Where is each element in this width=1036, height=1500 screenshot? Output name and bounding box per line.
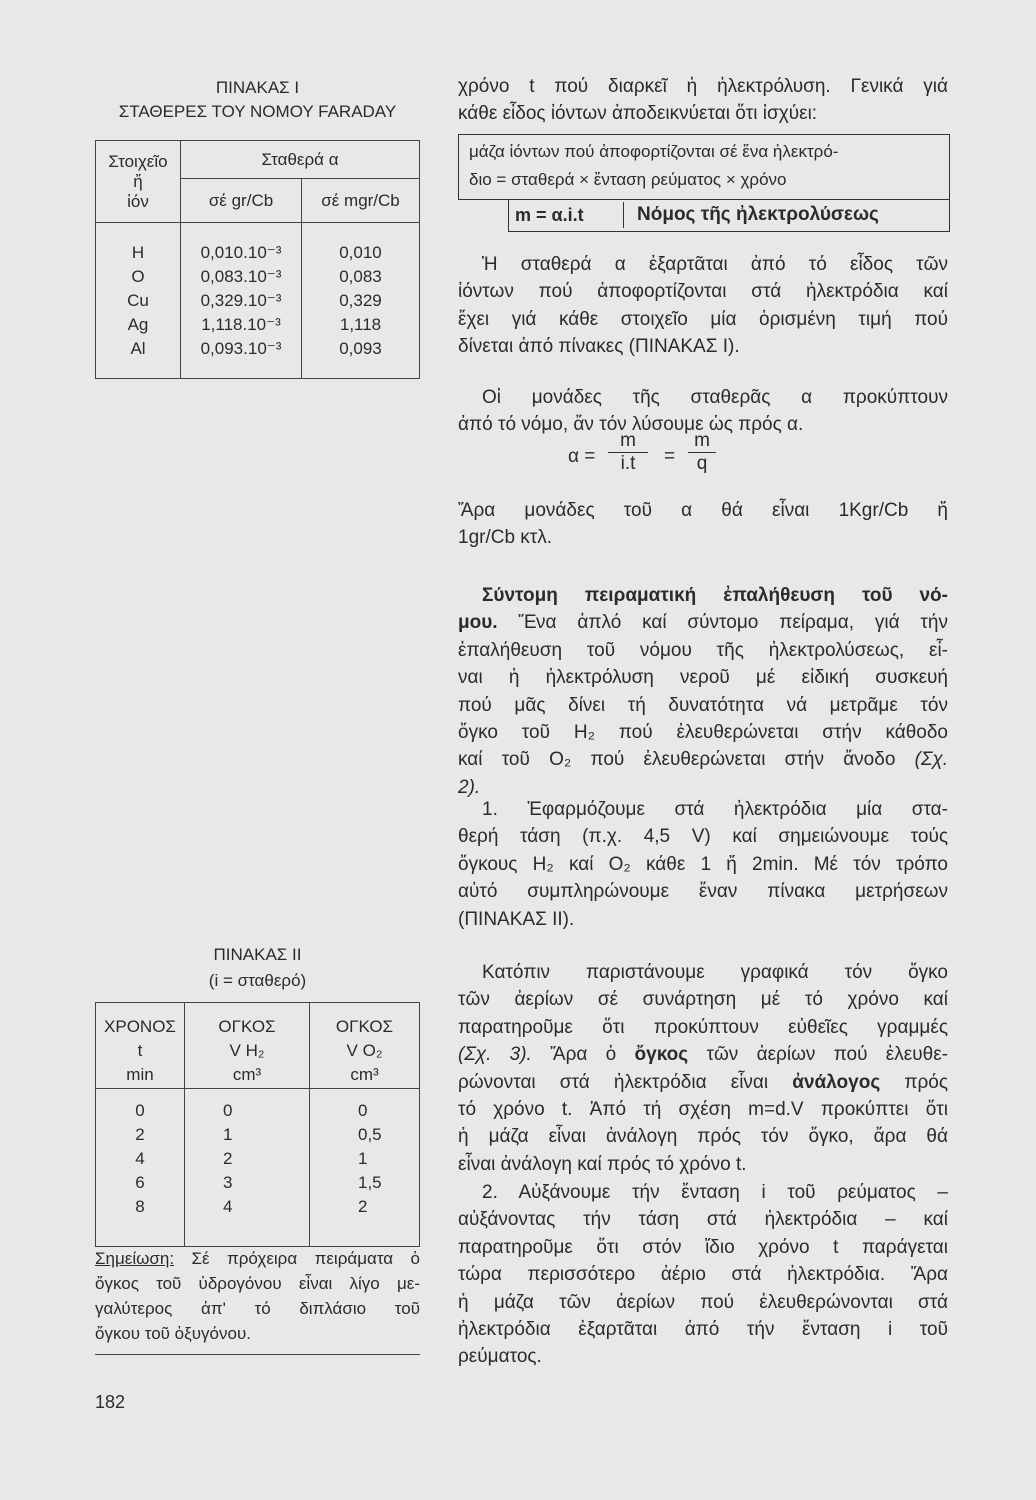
units-formula bbox=[568, 430, 748, 490]
text-span: 2. Αὐξάνουμε τήν ἔνταση i τοῦ ρεύματος – bbox=[482, 1182, 948, 1203]
header-line: min bbox=[126, 1065, 154, 1084]
text-line bbox=[458, 1042, 948, 1068]
text-span: ἠλεκτρόδια ἐξαρτᾶται ἀπό τήν ἔνταση i τοῦ bbox=[458, 1319, 948, 1340]
element-cell: O bbox=[131, 266, 145, 286]
note-label: Σημείωση: bbox=[95, 1249, 175, 1268]
vh2-cell: 2 bbox=[223, 1149, 233, 1168]
law-name: Νόμος τῆς ἠλεκτρολύσεως bbox=[637, 204, 879, 225]
vo2-cell: 1,5 bbox=[358, 1173, 382, 1192]
text-span: ἡ μάζα τῶν ἀερίων πού ἐλευθερώνονται στά bbox=[458, 1291, 948, 1313]
text-span: χρόνο t πού διαρκεῖ ἡ ἠλεκτρόλυση. Γενικά γιά bbox=[458, 76, 948, 97]
text-line bbox=[482, 960, 948, 986]
mgr-cell: 0,083 bbox=[339, 266, 382, 286]
text-span: καί τοῦ O₂ πού ἐλευθερώνεται στήν ἄνοδο bbox=[458, 749, 915, 771]
text-line bbox=[458, 852, 948, 878]
law-formula-box bbox=[508, 199, 950, 232]
vo2-cell: 0 bbox=[358, 1101, 368, 1120]
note-line: Σέ πρόχειρα πειράματα ὁ bbox=[191, 1249, 420, 1268]
text-span: τώρα περισσότερο ἀέριο στά ἠλεκτρόδια. Ἄρα bbox=[458, 1264, 948, 1286]
gr-cell: 0,010.10⁻³ bbox=[200, 242, 282, 262]
text-line bbox=[458, 693, 948, 719]
vo2-cell: 2 bbox=[358, 1197, 368, 1216]
formula-lhs: α = bbox=[568, 446, 596, 467]
mgr-cell: 0,093 bbox=[339, 338, 382, 358]
mgr-cell: 1,118 bbox=[339, 314, 382, 334]
text-span: αὐξάνοντας τήν τάση στά ἠλεκτρόδια – καί bbox=[458, 1209, 948, 1231]
text-span: παρατηροῦμε ὅτι στόν ἴδιο χρόνο t παράγεται bbox=[458, 1236, 948, 1258]
header-vh2 bbox=[185, 1003, 310, 1089]
header-vo2 bbox=[310, 1003, 420, 1089]
note-line: γαλύτερος ἀπ' τό διπλάσιο τοῦ bbox=[95, 1299, 420, 1318]
text-line bbox=[458, 334, 740, 360]
text-line bbox=[458, 498, 948, 524]
text-span: ὄγκο τοῦ H₂ πού ἐλευθερώνεται στήν κάθοδο bbox=[458, 722, 948, 743]
text-span: Ἄρα ὁ bbox=[531, 1044, 635, 1066]
text-span: Ἡ σταθερά α ἐξαρτᾶται ἀπό τό εἶδος τῶν bbox=[482, 254, 948, 275]
text-line bbox=[482, 797, 948, 823]
header-line: ΟΓΚΟΣ bbox=[218, 1017, 276, 1036]
text-span: Ἕνα ἁπλό καί σύντομο πείραμα, γιά τήν bbox=[497, 612, 948, 634]
gr-cell: 1,118.10⁻³ bbox=[201, 314, 281, 334]
mgr-column bbox=[302, 223, 420, 379]
element-cell: Ag bbox=[127, 314, 149, 334]
text-line bbox=[482, 583, 948, 609]
time-cell: 4 bbox=[135, 1149, 145, 1168]
text-line bbox=[458, 307, 948, 333]
text-span: ρεύματος. bbox=[458, 1346, 542, 1368]
text-line bbox=[458, 987, 948, 1013]
text-line bbox=[458, 101, 817, 127]
page-number: 182 bbox=[95, 1392, 126, 1412]
element-column bbox=[96, 223, 181, 379]
note-line: ὄγκος τοῦ ὑδρογόνου εἶναι λίγο με- bbox=[95, 1274, 420, 1293]
law-definition-box bbox=[458, 134, 950, 200]
text-span: 1gr/Cb κτλ. bbox=[458, 527, 553, 549]
table2-caption bbox=[95, 942, 420, 994]
text-line bbox=[458, 1344, 542, 1370]
text-line bbox=[458, 1207, 948, 1233]
text-line bbox=[458, 665, 948, 691]
text-span: ἰόντων πού ἀποφορτίζονται στά ἠλεκτρόδια καί bbox=[458, 281, 948, 303]
header-line: ἰόν bbox=[127, 191, 149, 211]
mgr-cell: 0,010 bbox=[339, 242, 382, 262]
note bbox=[95, 1246, 420, 1346]
text-line bbox=[458, 775, 480, 801]
note-line: ὄγκου τοῦ ὀξυγόνου. bbox=[95, 1324, 251, 1343]
time-cell: 2 bbox=[135, 1125, 145, 1144]
formula-equals: = bbox=[664, 446, 676, 467]
header-line: cm³ bbox=[232, 1065, 262, 1084]
text-line bbox=[458, 824, 948, 850]
header-mgr-cb: σέ mgr/Cb bbox=[302, 179, 420, 223]
time-cell: 6 bbox=[135, 1173, 145, 1192]
text-span: ναι ἡ ἠλεκτρόλυση νεροῦ μέ εἰδική συσκευή bbox=[458, 667, 948, 689]
time-cell: 0 bbox=[135, 1101, 145, 1120]
text-line bbox=[458, 1290, 948, 1316]
header-gr-cb: σέ gr/Cb bbox=[181, 179, 302, 223]
text-line bbox=[458, 879, 948, 905]
text-line bbox=[458, 638, 948, 664]
text-span: ἔχει γιά κάθε στοιχεῖο μία ὁρισμένη τιμή πού bbox=[458, 308, 948, 330]
time-column bbox=[96, 1089, 185, 1247]
numerator: m bbox=[620, 430, 636, 451]
gr-cell: 0,093.10⁻³ bbox=[200, 338, 282, 358]
table1-subtitle: ΣΤΑΘΕΡΕΣ ΤΟΥ ΝΟΜΟΥ FARADAY bbox=[118, 102, 397, 121]
vh2-column bbox=[185, 1089, 310, 1247]
text-span: ἀπό τό νόμο, ἄν τόν λύσουμε ὡς πρός α. bbox=[458, 414, 804, 436]
text-line bbox=[458, 610, 948, 636]
text-span: πού μᾶς δίνει τή δυνατότητα νά μετρᾶμε τόν bbox=[458, 694, 948, 716]
vh2-cell: 0 bbox=[223, 1101, 233, 1120]
text-line bbox=[458, 1124, 948, 1150]
text-line bbox=[458, 1262, 948, 1288]
text-line bbox=[458, 74, 948, 100]
text-line bbox=[482, 385, 948, 411]
text-line bbox=[458, 747, 948, 773]
gr-column bbox=[181, 223, 302, 379]
text-span: παρατηροῦμε ὅτι προκύπτουν εὐθεῖες γραμμές bbox=[458, 1016, 948, 1038]
table1-title: ΠΙΝΑΚΑΣ Ι bbox=[215, 78, 300, 97]
vh2-cell: 1 bbox=[223, 1125, 233, 1144]
text-line bbox=[458, 412, 803, 438]
law-formula: m = α.i.t bbox=[515, 202, 624, 228]
text-span: τό χρόνο t. Ἀπό τή σχέση m=d.V προκύπτει ὅτι bbox=[458, 1099, 948, 1120]
text-line bbox=[458, 1152, 747, 1178]
element-cell: H bbox=[131, 242, 145, 262]
text-span: 1. Ἐφαρμόζουμε στά ἠλεκτρόδια μία στα- bbox=[482, 799, 948, 820]
element-cell: Al bbox=[130, 338, 146, 358]
gr-cell: 0,083.10⁻³ bbox=[200, 266, 282, 286]
header-time bbox=[96, 1003, 185, 1089]
text-line bbox=[458, 720, 948, 746]
text-span: τῶν ἀερίων σέ συνάρτηση μέ τό χρόνο καί bbox=[458, 989, 948, 1011]
text-span: δίνεται ἀπό πίνακες (ΠΙΝΑΚΑΣ Ι). bbox=[458, 336, 740, 358]
text-span: ρώνονται στά ἠλεκτρόδια εἶναι bbox=[458, 1071, 793, 1093]
text-span: Ἄρα μονάδες τοῦ α θά εἶναι 1Kgr/Cb ἤ bbox=[458, 500, 948, 521]
header-line: Στοιχεῖο bbox=[108, 151, 168, 171]
denominator: q bbox=[688, 452, 716, 475]
header-line: cm³ bbox=[350, 1065, 379, 1084]
text-span: αὐτό συμπληρώνουμε ἕναν πίνακα μετρήσεων bbox=[458, 881, 948, 903]
header-line: ἤ bbox=[133, 171, 143, 191]
table1-caption bbox=[95, 76, 420, 124]
text-line bbox=[458, 1097, 948, 1123]
header-line: ΧΡΟΝΟΣ bbox=[104, 1017, 176, 1036]
vo2-column bbox=[310, 1089, 420, 1247]
text-span: ἀνάλογος bbox=[792, 1071, 881, 1093]
vo2-cell: 1 bbox=[358, 1149, 368, 1168]
element-cell: Cu bbox=[127, 290, 149, 310]
text-line bbox=[458, 1235, 948, 1261]
table2-subtitle: (i = σταθερό) bbox=[208, 971, 307, 990]
law-line: μάζα ἰόντων πού ἀποφορτίζονται σέ ἕνα ἠλεκτρό- bbox=[469, 142, 839, 161]
text-span: τῶν ἀερίων πού ἐλευθε- bbox=[688, 1044, 948, 1066]
header-line: ΟΓΚΟΣ bbox=[335, 1017, 394, 1036]
faraday-constants-table bbox=[95, 140, 420, 379]
text-line bbox=[458, 1070, 948, 1096]
note-divider bbox=[95, 1354, 420, 1355]
header-constant: Σταθερά α bbox=[181, 141, 420, 179]
header-element bbox=[96, 141, 181, 223]
vh2-cell: 4 bbox=[223, 1197, 233, 1216]
text-span: Κατόπιν παριστάνουμε γραφικά τόν ὄγκο bbox=[482, 962, 948, 983]
denominator: i.t bbox=[608, 452, 648, 475]
text-span: Οἱ μονάδες τῆς σταθερᾶς α προκύπτουν bbox=[482, 387, 948, 408]
header-line: V O₂ bbox=[346, 1041, 383, 1060]
law-line: διο = σταθερά × ἔνταση ρεύματος × χρόνο bbox=[469, 170, 787, 189]
mgr-cell: 0,329 bbox=[339, 290, 382, 310]
text-span: Σύντομη πειραματική ἐπαλήθευση τοῦ νό- bbox=[482, 585, 948, 606]
text-span: μου. bbox=[458, 612, 498, 634]
text-span: (ΠΙΝΑΚΑΣ ΙΙ). bbox=[458, 908, 575, 930]
gr-cell: 0,329.10⁻³ bbox=[200, 290, 282, 310]
text-span: 2). bbox=[458, 776, 481, 798]
text-span: εἶναι ἀνάλογη καί πρός τό χρόνο t. bbox=[458, 1153, 747, 1175]
vo2-cell: 0,5 bbox=[358, 1125, 382, 1144]
text-span: θερή τάση (π.χ. 4,5 V) καί σημειώνουμε τούς bbox=[458, 826, 948, 848]
text-span: ἐπαλήθευση τοῦ νόμου τῆς ἠλεκτρολύσεως, εἶ- bbox=[458, 639, 948, 661]
numerator: m bbox=[694, 430, 710, 451]
vh2-cell: 3 bbox=[223, 1173, 233, 1192]
measurements-table bbox=[95, 1002, 420, 1247]
text-line bbox=[482, 252, 948, 278]
text-span: (Σχ. 3). bbox=[458, 1044, 532, 1066]
text-line bbox=[458, 525, 552, 551]
text-line bbox=[458, 907, 574, 933]
table2-title: ΠΙΝΑΚΑΣ ΙΙ bbox=[213, 945, 302, 964]
text-line bbox=[482, 1180, 948, 1206]
text-span: ὄγκος bbox=[634, 1044, 689, 1066]
text-line bbox=[458, 1015, 948, 1041]
text-span: κάθε εἶδος ἰόντων ἀποδεικνύεται ὅτι ἰσχύει: bbox=[458, 103, 818, 125]
header-line: V H₂ bbox=[229, 1041, 265, 1060]
text-span: ὄγκους H₂ καί O₂ κάθε 1 ἤ 2min. Μέ τόν τρόπο bbox=[458, 853, 948, 875]
text-span: ἡ μάζα εἶναι ἀνάλογη πρός τόν ὄγκο, ἄρα θά bbox=[458, 1126, 948, 1148]
time-cell: 8 bbox=[135, 1197, 145, 1216]
text-line bbox=[458, 279, 948, 305]
text-line bbox=[458, 1317, 948, 1343]
header-line: t bbox=[137, 1041, 143, 1060]
text-span: πρός bbox=[880, 1071, 948, 1093]
text-span: (Σχ. bbox=[914, 749, 948, 771]
